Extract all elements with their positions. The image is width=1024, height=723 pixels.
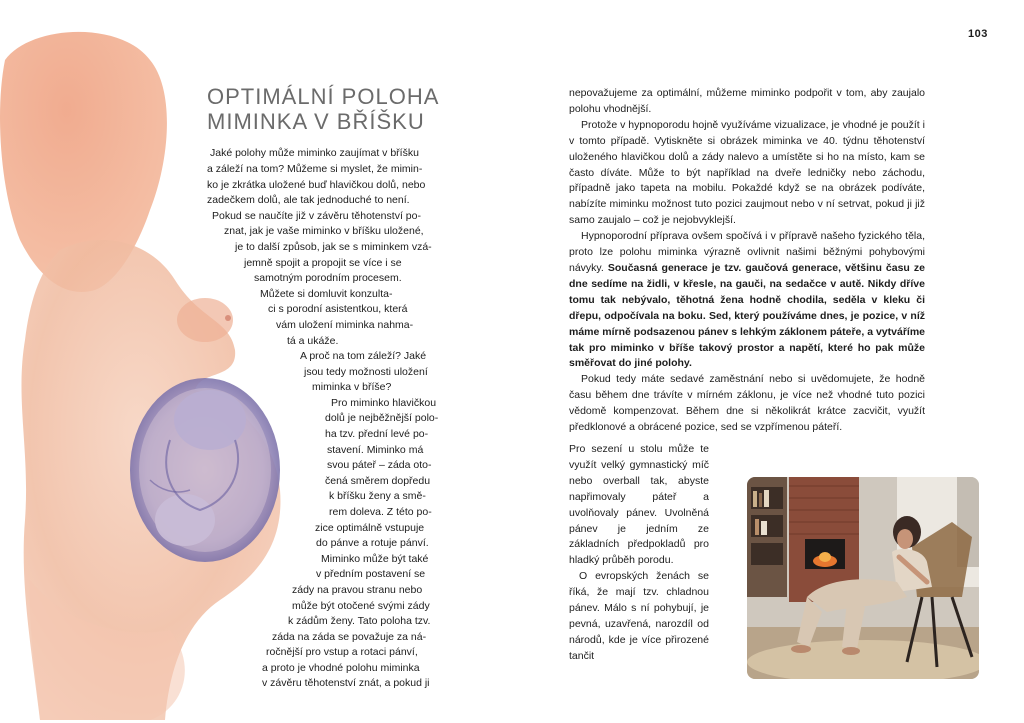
- text-line: Pro miminko hlavičkou: [331, 397, 437, 409]
- text-line: a proto je vhodné polohu miminka: [262, 662, 420, 674]
- text-line: zadečkem dolů, ale tak jednoduché to není.: [207, 194, 410, 206]
- right-text-column: [569, 86, 925, 436]
- page-title: [207, 84, 439, 134]
- text-line: miminka v bříše?: [312, 381, 392, 393]
- text-line: čená směrem dopředu: [325, 475, 431, 487]
- text-line: dolů je nejběžnější polo-: [325, 412, 439, 424]
- paragraph: Pokud tedy máte sedavé zaměstnání nebo si uvědomujete, že hodně času během dne trávíte v mírném záklonu, je více než vhodné tuto pozici vědomě kompenzovat. Během dne si několikrát krátce zacvičit, využít předklonové a obrácené pozice, sed se vzpřímenou páteří.: [569, 373, 925, 434]
- text-line: záda na záda se považuje za ná-: [272, 631, 427, 643]
- text-line: rem doleva. Z této po-: [329, 506, 432, 518]
- text-line: k zádům ženy. Tato poloha tzv.: [288, 615, 431, 627]
- text-line: samotným porodním procesem.: [254, 272, 402, 284]
- text-line: tá a ukáže.: [287, 335, 339, 347]
- paragraph: [569, 229, 925, 372]
- paragraph-regular: Hypnoporodní příprava ovšem spočívá i v přípravě našeho fyzického těla, proto lze polohu miminka výrazně ovlivnit našimi běžnými pohybovými návyky.: [569, 230, 925, 274]
- title-line: OPTIMÁLNÍ POLOHA: [207, 84, 440, 109]
- text-line: k bříšku ženy a smě-: [329, 490, 426, 502]
- text-line: Pokud se naučíte již v závěru těhotenství po-: [212, 210, 421, 222]
- text-line: zády na pravou stranu nebo: [292, 584, 423, 596]
- text-line: ci s porodní asistentkou, která: [268, 303, 408, 315]
- text-line: znat, jak je vaše miminko v bříšku uložené,: [224, 225, 424, 237]
- page-number: 103: [968, 28, 988, 40]
- text-line: ročnější pro vstup a rotaci pánví,: [266, 646, 418, 658]
- text-line: může být otočené svými zády: [292, 600, 430, 612]
- paragraph: O evropských ženách se říká, že mají tzv. chladnou pánev. Málo s ní pohybují, je pevná, uzavřená, narozdíl od národů, kde je více přirozené tančit: [569, 570, 709, 662]
- text-line: je to další způsob, jak se s miminkem vzá-: [235, 241, 432, 253]
- paragraph-bold: Současná generace je tzv. gaučová generace, většinu času ze dne sedíme na židli, v křesle, na gauči, na sedačce v autě. Nikdy dříve tomu tak nebývalo, těhotná žena hodně chodila, seděla v kleku či dřepu, odpočívala na boku. Sed, který používáme dnes, je pozice, v níž máme mírně podsazenou pánev s lehkým záklonem páteře, a vytváříme tak pro miminko v bříše takový prostor a napětí, které ho pak může směřovat do jiné polohy.: [569, 261, 926, 370]
- paragraph: Pro sezení u stolu může te využít velký gymnastický míč nebo overball tak, abyste napřimovaly páteř a uvolňovaly pánev. Uvolněná pánev je jedním ze základních předpokladů pro hladký průběh porodu.: [569, 443, 709, 567]
- text-line: ko je zkrátka uložené buď hlavičkou dolů, nebo: [207, 179, 426, 191]
- text-line: v závěru těhotenství znát, a pokud ji: [262, 677, 430, 689]
- text-line: Jaké polohy může miminko zaujímat v bříšku: [210, 147, 419, 159]
- text-line: Můžete si domluvit konzulta-: [260, 288, 393, 300]
- text-line: Miminko může být také: [321, 553, 429, 565]
- text-line: stavení. Miminko má: [327, 444, 424, 456]
- text-line: v předním postavení se: [316, 568, 426, 580]
- text-line: zice optimálně vstupuje: [315, 522, 425, 534]
- text-line: jsou tedy možnosti uložení: [304, 366, 428, 378]
- paragraph: Protože v hypnoporodu hojně využíváme vizualizace, je vhodné je použít i v tomto případě. Vytiskněte si obrázek miminka ve 40. týdnu těhotenství uloženého hlavičkou dolů a zády nalevo a umístěte si ho na místo, kam se často díváte. Může to být například na dveře ledničky nebo záchodu, případně jako tapeta na mobilu. Pokaždé když se na obrázek podíváte, nabízíte miminku možnost tuto pozici zaujmout nebo v ní setrvat, pokud ji již samo zaujalo – což je nejobvyklejší.: [569, 118, 925, 227]
- text-line: A proč na tom záleží? Jaké: [300, 350, 427, 362]
- woman-kneeling-on-chair-photo: [747, 477, 979, 679]
- title-line: MIMINKA V BŘÍŠKU: [207, 109, 425, 134]
- paragraph: nepovažujeme za optimální, můžeme miminko podpořit v tom, aby zaujalo polohu vhodnější.: [569, 87, 925, 115]
- text-line: a záleží na tom? Můžeme si myslet, že mimin-: [207, 163, 423, 175]
- text-line: svou páteř – záda oto-: [327, 459, 432, 471]
- text-line: vám uložení miminka nahma-: [276, 319, 414, 331]
- text-line: jemně spojit a propojit se více i se: [244, 257, 402, 269]
- narrow-text-column: [569, 442, 709, 665]
- text-line: do pánve a rotuje pánví.: [316, 537, 429, 549]
- text-line: ha tzv. přední levé po-: [325, 428, 429, 440]
